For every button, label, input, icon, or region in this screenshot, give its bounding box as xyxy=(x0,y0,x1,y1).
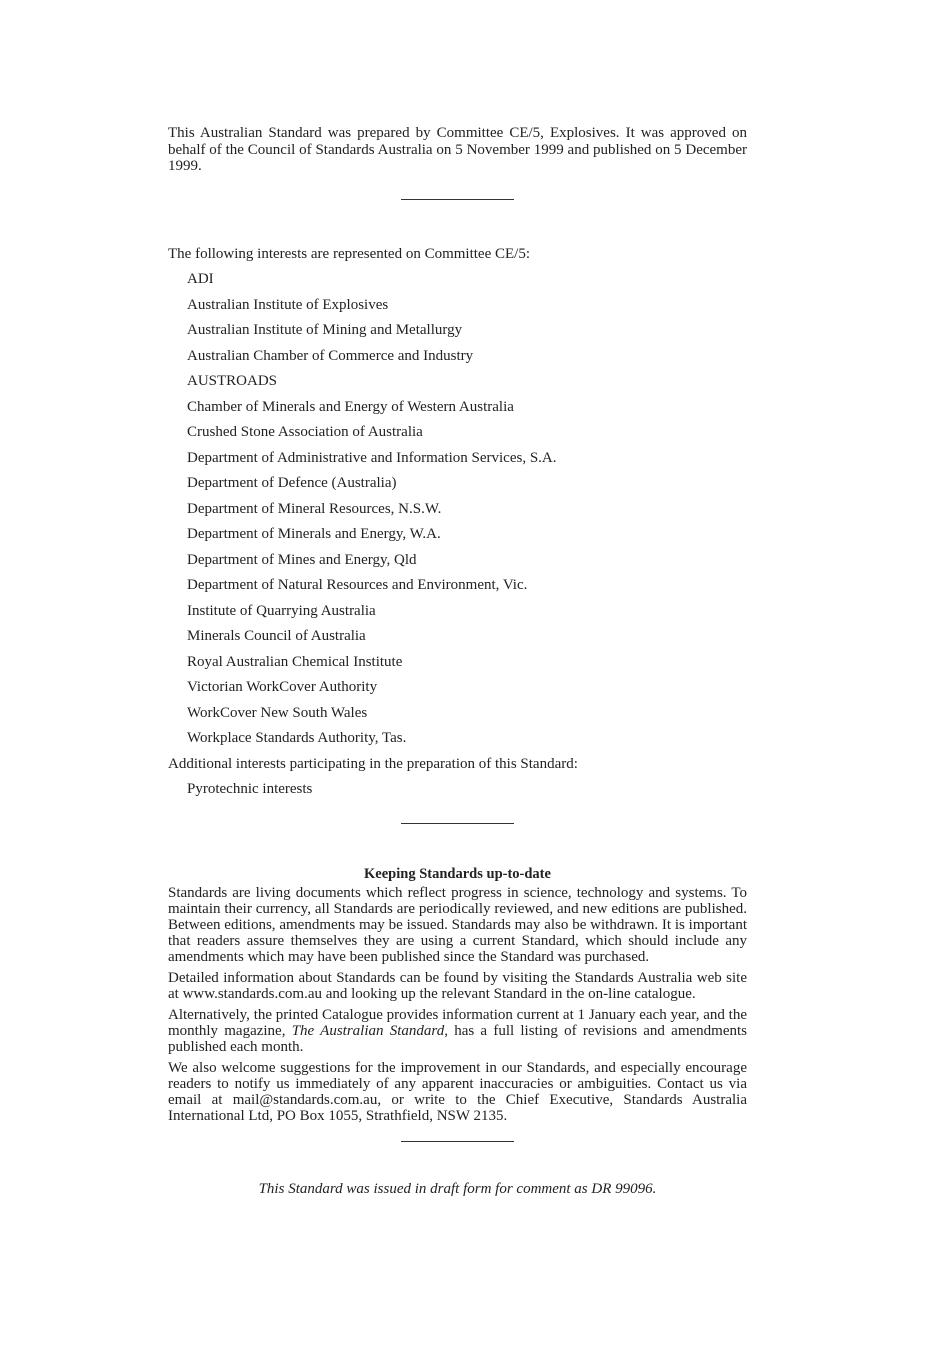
keeping-paragraph-1: Standards are living documents which reflect progress in science, technology and systems. To maintain their currency, all Standards are periodically reviewed, and new editions are published. Between editions, amendments may be issued. Standards may also be withdrawn. It is important that readers assure themselves they are using a current Standard, which should include any amendments which may have been published since the Standard was purchased. xyxy=(168,884,747,965)
document-page xyxy=(168,125,747,1198)
list-item: Australian Chamber of Commerce and Industry xyxy=(187,347,474,364)
additional-interest-list xyxy=(168,777,747,803)
list-item: Victorian WorkCover Authority xyxy=(187,679,378,695)
draft-issue-note: This Standard was issued in draft form for comment as DR 99096. xyxy=(258,1180,657,1197)
interest-list xyxy=(168,267,747,752)
paragraph-text: , has a full listing of revisions and amendments published each month. xyxy=(168,1022,747,1055)
list-item: AUSTROADS xyxy=(187,373,278,389)
list-item: Department of Mines and Energy, Qld xyxy=(187,551,417,568)
list-item: Workplace Standards Authority, Tas. xyxy=(187,730,407,746)
keeping-paragraph-3 xyxy=(168,1007,747,1055)
list-item: Department of Administrative and Information Services, S.A. xyxy=(187,449,557,466)
section-divider xyxy=(401,1141,514,1142)
section-divider xyxy=(401,823,514,824)
list-item: Department of Minerals and Energy, W.A. xyxy=(187,526,441,542)
list-item: Australian Institute of Explosives xyxy=(187,296,389,313)
intro-paragraph: This Australian Standard was prepared by Committee CE/5, Explosives. It was approved on behalf of the Council of Standards Australia on 5 November 1999 and published on 5 December 1999. xyxy=(168,125,747,174)
list-item: Royal Australian Chemical Institute xyxy=(187,653,403,670)
keeping-paragraph-2: Detailed information about Standards can be found by visiting the Standards Australia web site at www.standards.com.au and looking up the relevant Standard in the on-line catalogue. xyxy=(168,969,747,1002)
magazine-title: The Australian Standard xyxy=(291,1022,445,1039)
list-item: Department of Natural Resources and Environment, Vic. xyxy=(187,577,528,593)
keeping-standards-title: Keeping Standards up-to-date xyxy=(364,865,551,882)
interests-lead: The following interests are represented on Committee CE/5: xyxy=(168,245,530,262)
section-divider xyxy=(401,199,514,200)
list-item: Pyrotechnic interests xyxy=(187,781,313,797)
list-item: Minerals Council of Australia xyxy=(187,628,366,644)
list-item: WorkCover New South Wales xyxy=(187,704,368,721)
list-item: Australian Institute of Mining and Metallurgy xyxy=(187,322,463,338)
list-item: Institute of Quarrying Australia xyxy=(187,602,376,619)
list-item: Chamber of Minerals and Energy of Western Australia xyxy=(187,398,514,415)
list-item: Crushed Stone Association of Australia xyxy=(187,424,423,440)
keeping-paragraph-4: We also welcome suggestions for the improvement in our Standards, and especially encourage readers to notify us immediately of any apparent inaccuracies or ambiguities. Contact us via email at mail@standards.com.au, or write to the Chief Executive, Standards Australia International Ltd, PO Box 1055, Strathfield, NSW 2135. xyxy=(168,1059,747,1124)
paragraph-text: Alternatively, the printed Catalogue provides information current at 1 January each year, and the monthly magazine, xyxy=(168,1006,747,1039)
additional-interests-lead: Additional interests participating in the preparation of this Standard: xyxy=(168,755,578,772)
list-item: Department of Mineral Resources, N.S.W. xyxy=(187,500,442,517)
list-item: Department of Defence (Australia) xyxy=(187,475,397,491)
list-item: ADI xyxy=(187,271,214,287)
